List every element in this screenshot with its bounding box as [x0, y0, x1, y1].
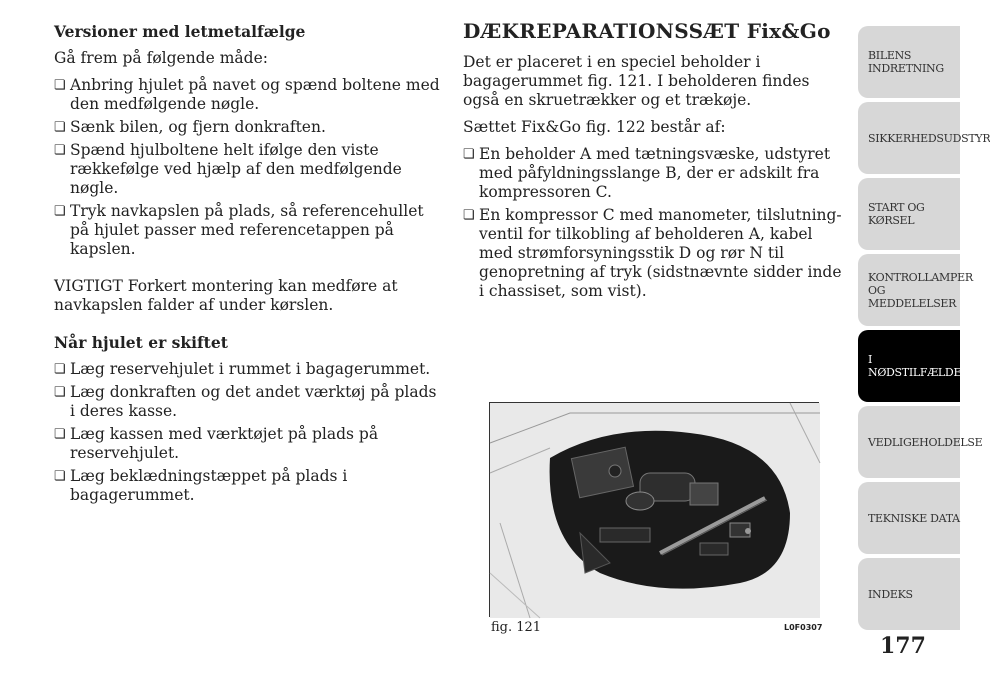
paragraph: Sættet Fix&Go fig. 122 består af:	[463, 118, 726, 136]
list-item: ❏ En kompressor C med manometer, tilslutning-ventil for tilkobling af beholderen A, kabel med strømforsyningsstik D og rør N til genopretning af tryk (sidstnævnte sidder inde i chassiset, som vist).	[463, 206, 843, 301]
list-item: ❏ Anbring hjulet på navet og spænd boltene med den medfølgende nøgle.	[54, 76, 444, 114]
tab-indeks[interactable]: INDEKS	[858, 558, 960, 630]
list-item: ❏ Tryk navkapslen på plads, så referencehullet på hjulet passer med referencetappen på kapslen.	[54, 202, 444, 259]
tab-bilens-indretning[interactable]: BILENS INDRETNING	[858, 26, 960, 98]
figure-code: L0F0307	[784, 623, 823, 632]
list-item: ❏ Spænd hjulboltene helt ifølge den viste rækkefølge ved hjælp af den medfølgende nøgle.	[54, 141, 444, 198]
trunk-illustration	[490, 403, 820, 618]
steps-list-2	[54, 360, 444, 505]
tab-sikkerhedsudstyr[interactable]: SIKKERHEDSUDSTYR	[858, 102, 960, 174]
right-column	[463, 19, 843, 309]
section-title: DÆKREPARATIONSSÆT Fix&Go	[463, 19, 831, 43]
list-item: ❏ Sænk bilen, og fjern donkraften.	[54, 118, 444, 137]
tab-i-nodstilfaelde[interactable]: I NØDSTILFÆLDE	[858, 330, 960, 402]
list-item: ❏ Læg donkraften og det andet værktøj på plads i deres kasse.	[54, 383, 444, 421]
paragraph: Det er placeret i en speciel beholder i bagagerummet fig. 121. I beholderen findes også en skruetrækker og et trækøje.	[463, 53, 810, 109]
steps-list-1	[54, 76, 444, 259]
tab-tekniske-data[interactable]: TEKNISKE DATA	[858, 482, 960, 554]
tab-kontrollamper[interactable]: KONTROLLAMPER OG MEDDELELSER	[858, 254, 960, 326]
intro-text: Gå frem på følgende måde:	[54, 49, 268, 67]
figure-caption: fig. 121	[491, 620, 542, 635]
list-item: ❏ En beholder A med tætningsvæske, udstyret med påfyldningsslange B, der er adskilt fra kompressoren C.	[463, 145, 843, 202]
figure-image	[489, 402, 819, 617]
chapter-tabs	[858, 26, 990, 634]
kit-list	[463, 145, 843, 301]
tab-start-og-korsel[interactable]: START OG KØRSEL	[858, 178, 960, 250]
list-item: ❏ Læg kassen med værktøjet på plads på reservehjulet.	[54, 425, 444, 463]
tab-vedligeholdelse[interactable]: VEDLIGEHOLDELSE	[858, 406, 960, 478]
left-column	[54, 22, 444, 513]
section-heading-alloy: Versioner med letmetalfælge	[54, 22, 306, 41]
warning-text: VIGTIGT Forkert montering kan medføre at navkapslen falder af under kørslen.	[54, 277, 398, 314]
list-item: ❏ Læg beklædningstæppet på plads i bagagerummet.	[54, 467, 444, 505]
list-item: ❏ Læg reservehjulet i rummet i bagagerummet.	[54, 360, 444, 379]
section-heading-after: Når hjulet er skiftet	[54, 333, 228, 352]
page-number: 177	[880, 633, 926, 659]
